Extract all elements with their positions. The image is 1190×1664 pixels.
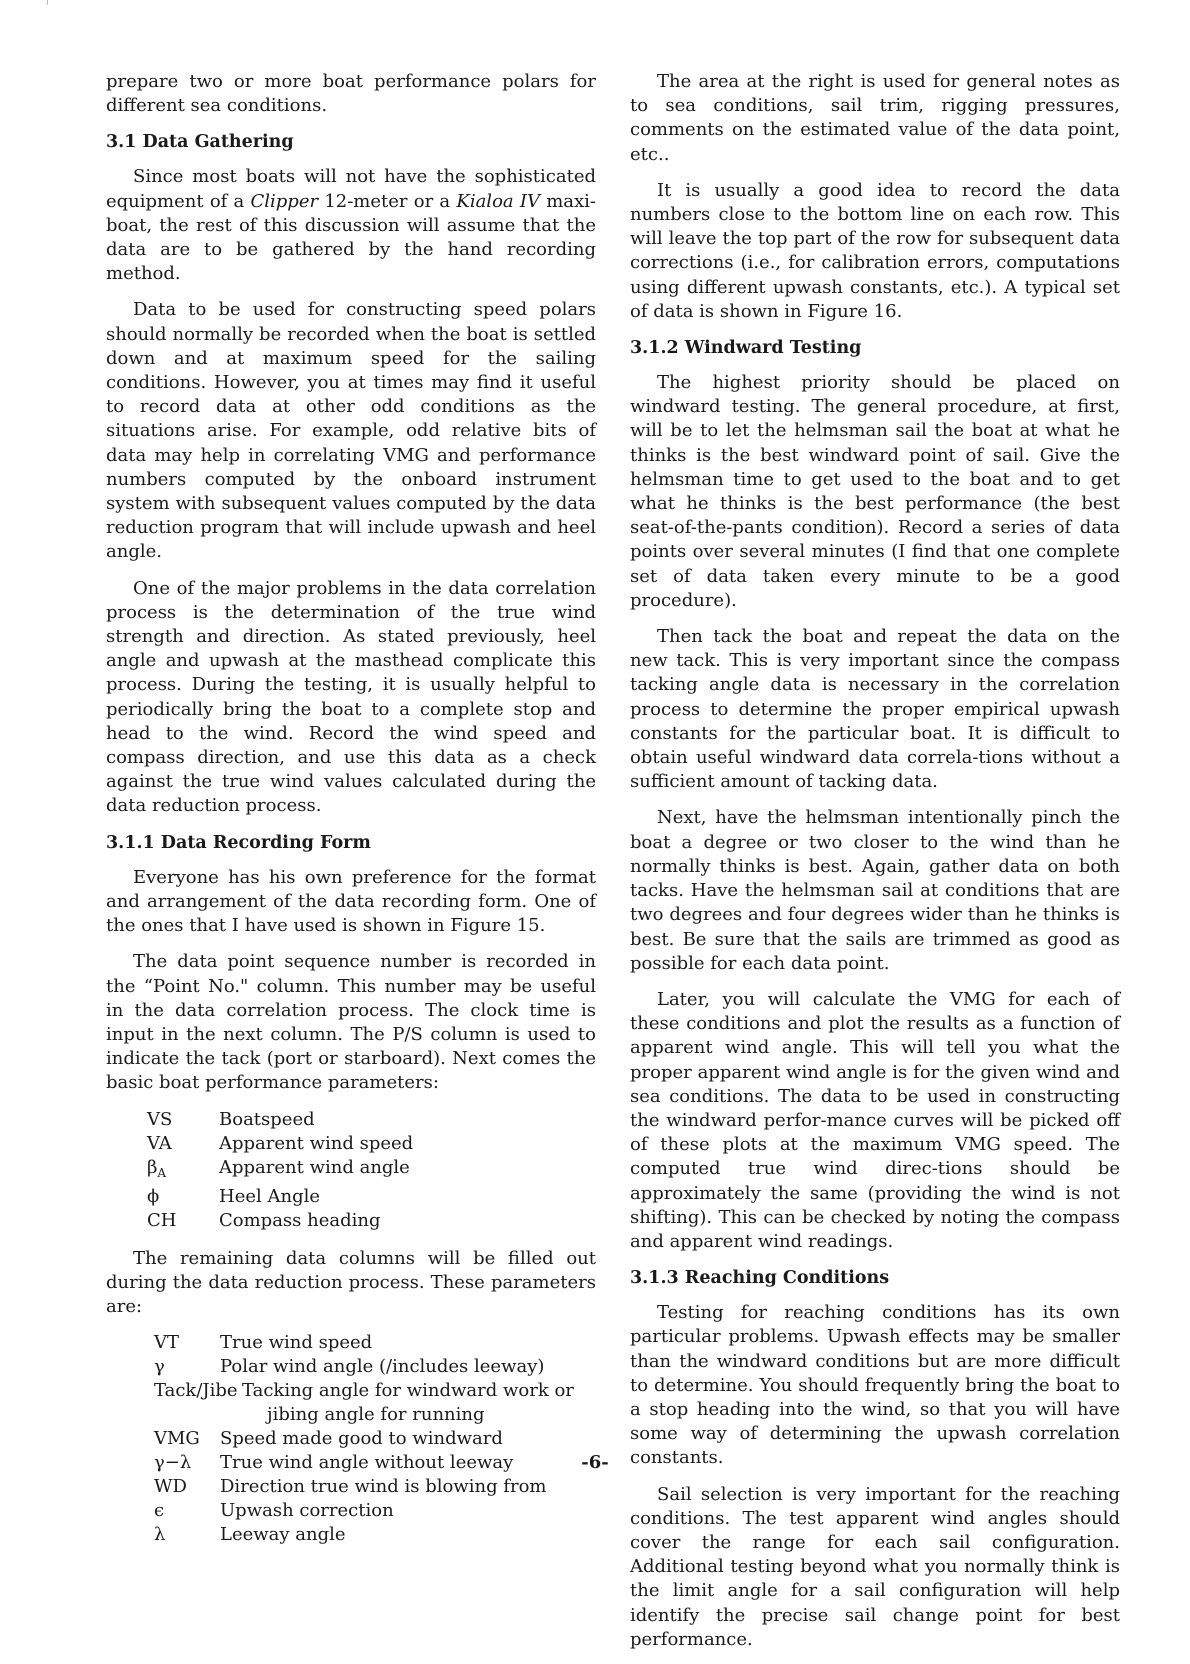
- reduction-parameters-list: [106, 1331, 596, 1547]
- list-item: λ Leeway angle: [154, 1524, 346, 1546]
- list-item: γ−λ True wind angle without leeway: [154, 1452, 514, 1474]
- scan-mark: [47, 0, 48, 5]
- paragraph-priority: The highest priority should be placed on windward testing. The general procedure, at first, will be to let the helmsman sail the boat at what he thinks is the best windward point of sail. Give the helmsman time to get used to the boat and to get what he thinks is the best performance (the best seat-of-the-pants condition). Record a series of data points over several minutes (I find that one complete set of data taken every minute to be a good procedure).: [630, 372, 1120, 611]
- kialoa-title: Kialoa IV: [456, 190, 540, 212]
- paragraph-gathering: Since most boats will not have the sophisticated equipment of a Clipper 12-meter or a Kialoa IV maxi-boat, the rest of this discussion will assume that the data are to be gathered by the hand recording method.: [106, 166, 596, 285]
- list-item: ϕ Heel Angle: [147, 1185, 321, 1207]
- list-item: VA Apparent wind speed: [147, 1132, 414, 1154]
- paragraph-problems: One of the major problems in the data correlation process is the determination of the true wind strength and direction. As stated previously, heel angle and upwash at the masthead complicate this process. During the testing, it is usually helpful to periodically bring the boat to a complete stop and head to the wind. Record the wind speed and compass direction, and use this data as a check against the true wind values calculated during the data reduction process.: [106, 577, 596, 817]
- list-item: Tack/Jibe Tacking angle for windward work or jibing angle for running: [154, 1380, 574, 1426]
- list-item: WD Direction true wind is blowing from: [154, 1476, 547, 1498]
- paragraph-reaching: Testing for reaching conditions has its own particular problems. Upwash effects may be smaller than the windward conditions but are more difficult to determine. You should frequently bring the boat to a stop heading into the wind, so that you will have some way of determining the upwash correlation constants.: [630, 1302, 1120, 1469]
- paragraph-area: The area at the right is used for general notes as to sea conditions, sail trim, rigging pressures, comments on the estimated value of the data point, etc..: [630, 71, 1120, 165]
- list-item: $\beta_A$ Apparent wind angle: [147, 1156, 410, 1180]
- list-item: VS Boatspeed: [147, 1108, 315, 1130]
- list-item: CH Compass heading: [147, 1209, 381, 1231]
- list-item: γ Polar wind angle (/includes leeway): [154, 1356, 545, 1378]
- paragraph-pinch: Next, have the helmsman intentionally pinch the boat a degree or two closer to the wind than he normally thinks is best. Again, gather data on both tacks. Have the helmsman sail at conditions that are two degrees and four degrees wider than he thinks is best. Be sure that the sails are trimmed as good as possible for each data point.: [630, 807, 1120, 974]
- heading-reaching-conditions: 3.1.3 Reaching Conditions: [630, 1268, 890, 1289]
- list-item: VMG Speed made good to windward: [154, 1428, 503, 1450]
- paragraph-preference: Everyone has his own preference for the format and arrangement of the data recording form. One of the ones that I have used is shown in Figure 15.: [106, 866, 596, 937]
- page-number: -6-: [581, 1452, 609, 1473]
- list-item: ϵ Upwash correction: [154, 1500, 394, 1522]
- left-column: [106, 70, 596, 1561]
- heading-windward-testing: 3.1.2 Windward Testing: [630, 338, 862, 359]
- list-item: VT True wind speed: [154, 1332, 373, 1354]
- paragraph-intro: prepare two or more boat performance polars for different sea conditions.: [106, 71, 596, 117]
- paragraph-record: It is usually a good idea to record the data numbers close to the bottom line on each row. This will leave the top part of the row for subsequent data corrections (i.e., for calibration errors, computations using different upwash constants, etc.). A typical set of data is shown in Figure 16.: [630, 179, 1120, 322]
- heading-recording-form: 3.1.1 Data Recording Form: [106, 832, 371, 853]
- paragraph-remaining: The remaining data columns will be filled out during the data reduction process. These parameters are:: [106, 1247, 596, 1317]
- paragraph-vmg: Later, you will calculate the VMG for each of these conditions and plot the results as a function of apparent wind angle. This will tell you what the proper apparent wind angle is for the given wind and sea conditions. The data to be used in constructing the windward perfor-mance curves will be picked off of these plots at the maximum VMG speed. The computed true wind direc-tions should be approximately the same (providing the wind is not shifting). This can be checked by noting the compass and apparent wind readings.: [630, 988, 1120, 1252]
- paragraph-polars: Data to be used for constructing speed polars should normally be recorded when the boat is settled down and at maximum speed for the sailing conditions. However, you at times may find it useful to record data at other odd conditions as the situations arise. For example, odd relative bits of data may help in correlating VMG and performance numbers computed by the onboard instrument system with subsequent values computed by the data reduction program that will include upwash and heel angle.: [106, 299, 596, 563]
- paragraph-sequence: The data point sequence number is recorded in the “Point No." column. This number may be useful in the data correlation process. The clock time is input in the next column. The P/S column is used to indicate the tack (port or starboard). Next comes the basic boat performance parameters:: [106, 951, 596, 1094]
- heading-data-gathering: 3.1 Data Gathering: [106, 132, 294, 153]
- paragraph-tack: Then tack the boat and repeat the data on the new tack. This is very important since the compass tacking angle data is necessary in the correlation process to determine the proper empirical upwash constants for the particular boat. It is difficult to obtain useful windward data correla-tions without a sufficient amount of tacking data.: [630, 626, 1120, 793]
- clipper-title: Clipper: [250, 190, 319, 212]
- paragraph-sail-selection: Sail selection is very important for the reaching conditions. The test apparent wind angles should cover the range for each sail configuration. Additional testing beyond what you normally think is the limit angle for a sail configuration will help identify the precise sail change point for best performance.: [630, 1483, 1120, 1650]
- right-column: [630, 70, 1120, 1664]
- performance-parameters-list: [106, 1108, 596, 1233]
